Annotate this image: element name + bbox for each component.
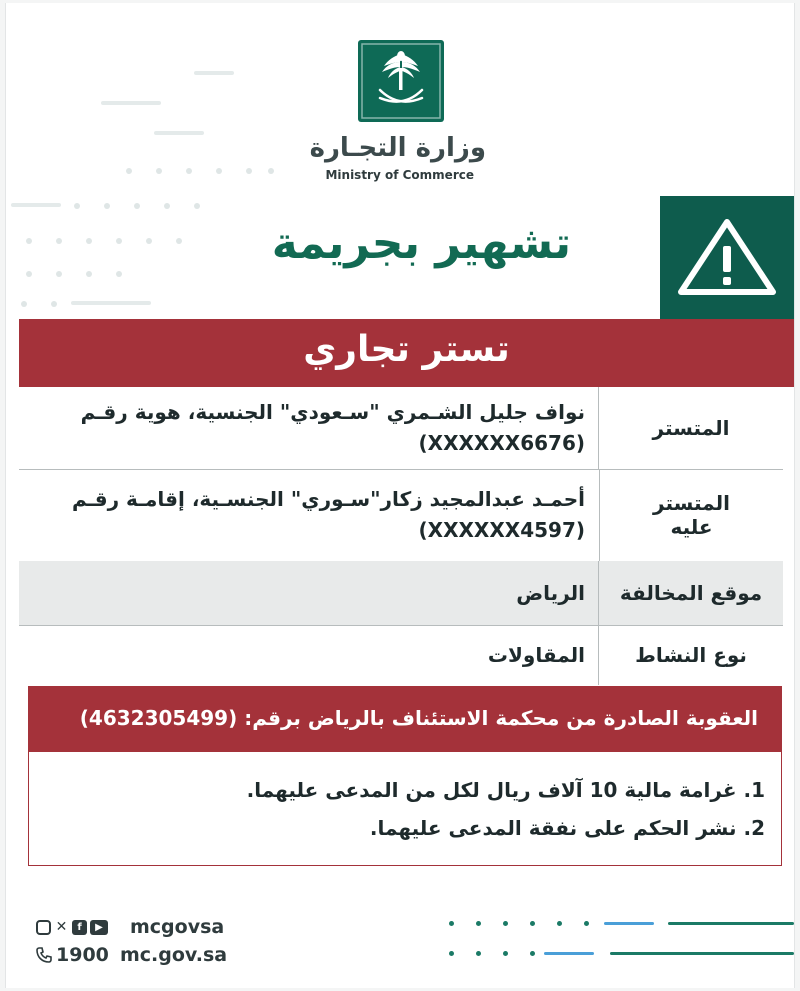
detail-row-concealer	[19, 387, 783, 470]
detail-label: موقع المخالفة	[598, 561, 783, 625]
detail-label: نوع النشاط	[598, 625, 783, 685]
penalty-item: 2. نشر الحكم على نفقة المدعى عليهما.	[369, 816, 765, 840]
warning-triangle-icon	[660, 196, 794, 321]
crime-type: تستر تجاري	[303, 329, 510, 370]
warning-panel	[660, 196, 794, 321]
youtube-icon[interactable]: ▶	[90, 920, 108, 935]
phone-number[interactable]: 1900	[56, 944, 109, 966]
phone-icon	[36, 947, 52, 963]
detail-label: المتستر	[598, 387, 783, 469]
palm-swords-icon	[358, 40, 444, 122]
announcement-card	[5, 3, 795, 988]
penalty-list	[28, 752, 782, 866]
detail-label: المتستر عليه	[599, 469, 783, 561]
penalty-item: 1. غرامة مالية 10 آلاف ريال لكل من المدعى عليهما.	[246, 778, 765, 802]
crime-type-banner	[19, 319, 794, 387]
social-handle[interactable]: mcgovsa	[130, 916, 225, 938]
penalty-heading: العقوبة الصادرة من محكمة الاستئناف بالرياض برقم: (4632305499)	[79, 706, 758, 730]
detail-row-concealed	[19, 469, 783, 562]
ministry-name-arabic: وزارة التجـارة	[309, 133, 486, 163]
detail-value: أحمـد عبدالمجيد زكار"سـوري" الجنسـية، إقامـة رقـم (XXXXXX4597)	[71, 487, 585, 542]
detail-row-activity	[19, 625, 783, 685]
penalty-banner	[28, 686, 782, 752]
website-link[interactable]: mc.gov.sa	[120, 944, 228, 966]
detail-value: نواف جليل الشـمري "سـعودي" الجنسية، هوية رقـم (XXXXXX6676)	[80, 400, 585, 455]
detail-value: المقاولات	[487, 642, 585, 667]
ministry-name-english: Ministry of Commerce	[325, 168, 474, 182]
x-icon[interactable]: ✕	[55, 919, 68, 935]
facebook-icon[interactable]: f	[72, 920, 87, 935]
detail-value: الرياض	[516, 580, 585, 605]
ministry-emblem	[358, 40, 444, 122]
social-icons	[36, 920, 108, 935]
page-title: تشهير بجريمة	[271, 218, 571, 269]
detail-row-location	[19, 561, 783, 626]
instagram-icon[interactable]	[36, 920, 51, 935]
